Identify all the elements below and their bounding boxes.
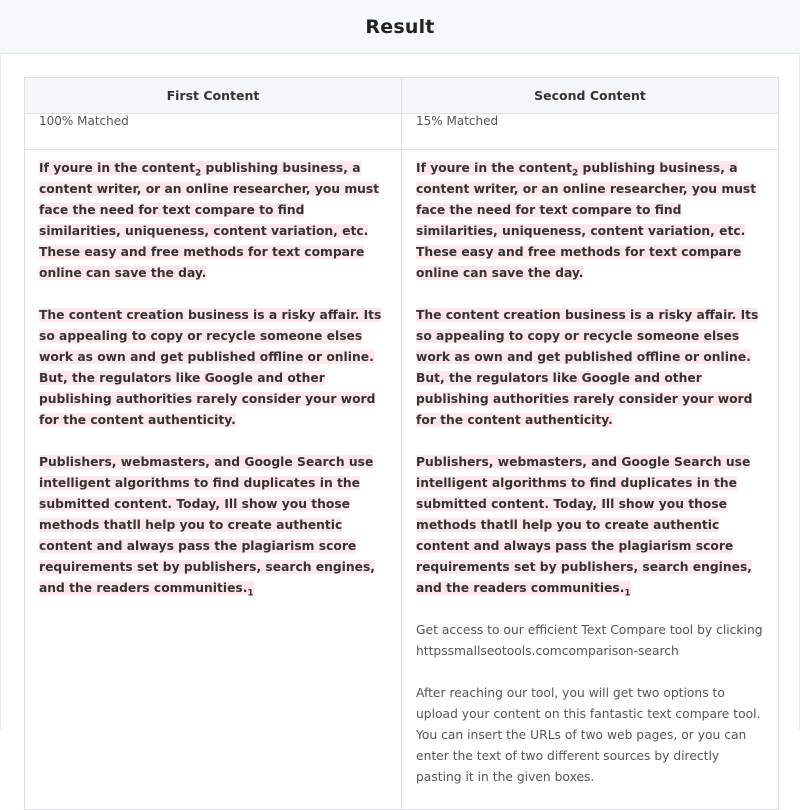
- table-header-row: [25, 78, 779, 114]
- column-header-second-content: Second Content: [402, 78, 779, 114]
- second-paragraph-1: If youre in the content$_2$ publishing business, a content writer, or an online researcher, you must face the need for text compare to find similarities, uniqueness, content variation, etc. These easy and free methods for text compare online can save the day.: [416, 161, 757, 280]
- second-unmatched-paragraph-1: Get access to our efficient Text Compare tool by clicking httpssmallseotools.comcomparison-search: [416, 623, 763, 658]
- content-row: [25, 150, 779, 810]
- match-row: [25, 114, 779, 150]
- result-header: [0, 0, 800, 54]
- first-paragraph-1: If youre in the content$_2$ publishing business, a content writer, or an online researcher, you must face the need for text compare to find similarities, uniqueness, content variation, etc. These easy and free methods for text compare online can save the day.: [39, 161, 380, 280]
- comparison-table: [24, 77, 779, 810]
- page-title: Result: [365, 15, 435, 38]
- first-paragraph-2: The content creation business is a risky affair. Its so appealing to copy or recycle someone elses work as own and get published offline or online. But, the regulators like Google and other publishing authorities rarely consider your word for the content authenticity.: [39, 308, 382, 427]
- first-content-cell: [25, 150, 402, 810]
- result-panel: [0, 55, 800, 784]
- second-content-cell: [402, 150, 779, 810]
- second-paragraph-3: Publishers, webmasters, and Google Search use intelligent algorithms to find duplicates in the submitted content. Today, Ill show you those methods thatll help you to create authentic content and always pass the plagiarism score requirements set by publishers, search engines, and the readers $communities._1$: [416, 455, 752, 599]
- second-match-percentage: 15% Matched: [402, 114, 779, 150]
- second-unmatched-paragraph-2: After reaching our tool, you will get two options to upload your content on this fantastic text compare tool. You can insert the URLs of two web pages, or you can enter the text of two different sources by directly pasting it in the given boxes.: [416, 686, 761, 784]
- second-paragraph-2: The content creation business is a risky affair. Its so appealing to copy or recycle someone elses work as own and get published offline or online. But, the regulators like Google and other publishing authorities rarely consider your word for the content authenticity.: [416, 308, 759, 427]
- column-header-first-content: First Content: [25, 78, 402, 114]
- first-match-percentage: 100% Matched: [25, 114, 402, 150]
- first-paragraph-3: Publishers, webmasters, and Google Search use intelligent algorithms to find duplicates in the submitted content. Today, Ill show you those methods thatll help you to create authentic content and always pass the plagiarism score requirements set by publishers, search engines, and the readers $communities._1$: [39, 455, 375, 599]
